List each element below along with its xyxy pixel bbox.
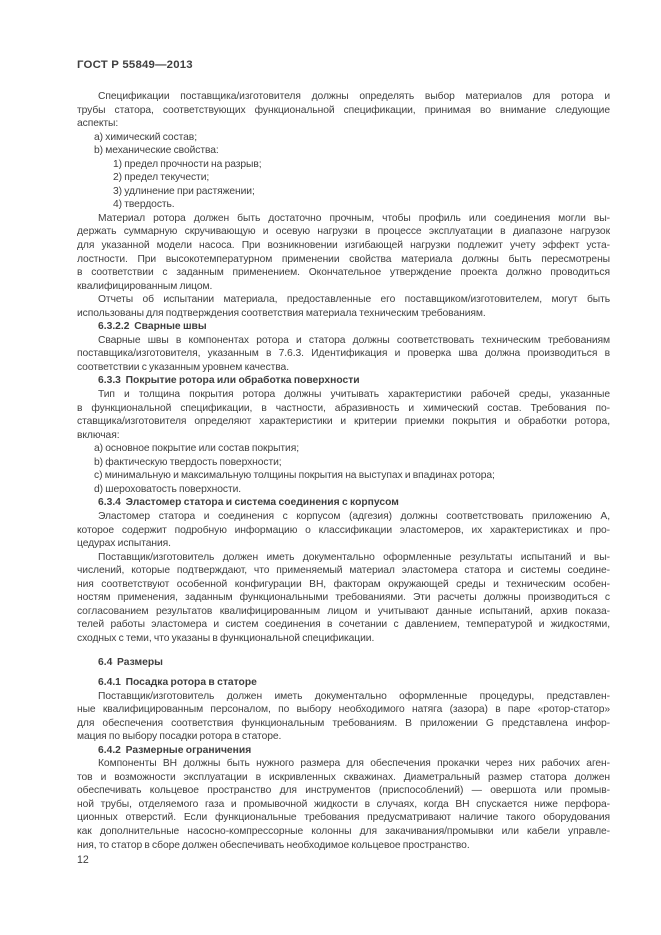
text-line: 6.3.2.2 Сварные швы bbox=[98, 321, 207, 333]
text-line: 6.4.2 Размерные ограничения bbox=[98, 744, 252, 756]
text-line: тов и возможности эксплуатации в искривленных скважинах. Диаметральный размер статора должен bbox=[77, 771, 610, 783]
paragraph-coating bbox=[77, 388, 610, 442]
text-line: обеспечивать кольцевое пространство для инструментов (приспособлений) — овершота или промыв- bbox=[77, 785, 610, 797]
text-line: сходных с теми, что указаны в функциональной спецификации. bbox=[77, 632, 375, 644]
text-line: поставщика/изготовителя, указанным в 7.6.3. Идентификация и проверка шва должна производиться в bbox=[77, 348, 610, 360]
text-line: мация по выбору посадки ротора в статоре. bbox=[77, 731, 282, 743]
document-content bbox=[77, 58, 610, 868]
text-line: ные квалифицированным персоналом, по выбору необходимого натяга (зазора) в паре «ротор-статор» bbox=[77, 704, 610, 716]
text-line: включая: bbox=[77, 429, 120, 441]
text-line: Тип и толщина покрытия ротора должны учитывать характеристики рабочей среды, указанные bbox=[98, 389, 610, 401]
text-line: 6.3.4 Эластомер статора и система соединения с корпусом bbox=[98, 497, 399, 509]
text-line: 6.4 Размеры bbox=[98, 657, 163, 669]
text-line: Компоненты ВН должны быть нужного размера для обеспечения прокачки через них рабочих аген- bbox=[98, 758, 610, 770]
paragraph-rotor-material bbox=[77, 212, 610, 293]
text-line: Спецификации поставщика/изготовителя должны определять выбор материалов для ротора и bbox=[98, 91, 610, 102]
list-item-2-yield bbox=[77, 171, 610, 185]
text-line: аспекты: bbox=[77, 118, 119, 130]
text-line: ния, то статор в сборе должен обеспечивать необходимое кольцевое пространство. bbox=[77, 839, 470, 851]
list-item-b-mech bbox=[77, 144, 610, 158]
document-body bbox=[77, 90, 610, 852]
paragraph-rotor-fit bbox=[77, 690, 610, 744]
text-line: ния соответствуют особенной конфигурации ВН, факторам окружающей среды и техническим особен- bbox=[77, 578, 610, 590]
text-line: для обеспечения соответствия функциональным требованиям. В приложении G представлена инфор- bbox=[77, 717, 610, 729]
paragraph-size-limits bbox=[77, 757, 610, 852]
clause-heading-6-4 bbox=[77, 656, 610, 670]
text-line: числений, которые подтверждают, что применяемый материал эластомера статора и системы соедине- bbox=[77, 565, 610, 577]
text-line: которое содержит подробную информацию о классификации эластомеров, их характеристиках и про- bbox=[77, 524, 610, 536]
list-item-d-roughness bbox=[77, 483, 610, 497]
text-line: a) химический состав; bbox=[94, 131, 197, 143]
text-line: ной трубы, отделяемого газа и промывочной жидкости в случаях, когда ВН спускается ниже перфора- bbox=[77, 798, 610, 810]
text-line: согласованием результатов квалифицированным лицом и учитывают данные испытаний, архив показа- bbox=[77, 605, 610, 617]
list-item-b-hardness bbox=[77, 456, 610, 470]
text-line: ностям применения, заданным функциональными требованиями. Эти расчеты должны производиться с bbox=[77, 592, 610, 604]
text-line: 4) твердость. bbox=[113, 199, 175, 211]
text-line: лостности. При высокотемпературном применении свойства материала должны быть пересмотрены bbox=[77, 253, 610, 265]
text-line: в функциональной спецификации, в частности, абразивность и химический состав. Требования по- bbox=[77, 402, 610, 414]
text-line: d) шероховатость поверхности. bbox=[94, 483, 242, 495]
text-line: 1) предел прочности на разрыв; bbox=[113, 158, 262, 170]
list-item-a-coating bbox=[77, 442, 610, 456]
text-line: 6.3.3 Покрытие ротора или обработка поверхности bbox=[98, 375, 360, 387]
text-line: для указанной модели насоса. При возникновении изгибающей нагрузки подлежит учету эффект уста- bbox=[77, 240, 610, 252]
text-line: b) механические свойства: bbox=[94, 145, 219, 157]
document-header: ГОСТ Р 55849—2013 bbox=[77, 59, 193, 71]
text-line: Поставщик/изготовитель должен иметь документально оформленные процедуры, представлен- bbox=[98, 690, 610, 702]
text-line: цедурах испытания. bbox=[77, 538, 171, 550]
paragraph-elastomer-annex bbox=[77, 510, 610, 551]
paragraph-elastomer-tests bbox=[77, 551, 610, 646]
text-line: квалифицированным лицом. bbox=[77, 280, 213, 292]
text-line: a) основное покрытие или состав покрытия; bbox=[94, 443, 299, 455]
text-line: ционных отверстий. Если функциональные требования предусматривают наличие такого оборудования bbox=[77, 812, 610, 824]
list-item-4-hardness bbox=[77, 198, 610, 212]
text-line: c) минимальную и максимальную толщины покрытия на выступах и впадинах ротора; bbox=[94, 470, 495, 482]
text-line: использованы для подтверждения соответствия материала техническим требованиям. bbox=[77, 307, 486, 319]
clause-heading-6-3-2-2 bbox=[77, 320, 610, 334]
clause-heading-6-3-3 bbox=[77, 374, 610, 388]
text-line: в соответствии с заданным применением. Окончательное утверждение проекта должно проводиться bbox=[77, 267, 610, 279]
page-number: 12 bbox=[77, 854, 89, 867]
text-line: держать суммарную скручивающую и осевую нагрузки в процессе эксплуатации в диапазоне нагрузок bbox=[77, 226, 610, 238]
list-item-3-elongation bbox=[77, 185, 610, 199]
text-line: как дополнительные насосно-компрессорные колонны для закачивания/промывки или кабели управле- bbox=[77, 825, 610, 837]
text-line: 6.4.1 Посадка ротора в статоре bbox=[98, 676, 257, 688]
text-line: Поставщик/изготовитель должен иметь документально оформленные результаты испытаний и вы- bbox=[98, 551, 610, 563]
text-line: Сварные швы в компонентах ротора и статора должны соответствовать техническим требованиям bbox=[98, 334, 610, 346]
clause-heading-6-4-2 bbox=[77, 744, 610, 758]
text-line: телей работы эластомера и систем соединения в сочетании с давлением, температурой и жидкостями, bbox=[77, 619, 610, 631]
text-line: Материал ротора должен быть достаточно прочным, чтобы профиль или соединения могли вы- bbox=[98, 212, 610, 224]
clause-heading-6-4-1 bbox=[77, 676, 610, 690]
text-line: Эластомер статора и соединения с корпусом (адгезия) должны соответствовать приложению А, bbox=[98, 510, 610, 522]
paragraph-welds bbox=[77, 334, 610, 375]
paragraph-materials-intro bbox=[77, 90, 610, 131]
text-line: Отчеты об испытании материала, предоставленные его поставщиком/изготовителем, могут быть bbox=[98, 294, 610, 306]
text-line: b) фактическую твердость поверхности; bbox=[94, 456, 282, 468]
list-item-1-strength bbox=[77, 158, 610, 172]
list-item-a-chem bbox=[77, 131, 610, 145]
text-line: соответствии с указанным уровнем качества. bbox=[77, 361, 289, 373]
text-line: трубы статора, соответствующих функциональной спецификации, принимая во внимание следующие bbox=[77, 104, 610, 116]
text-line: 2) предел текучести; bbox=[113, 172, 210, 184]
text-line: ставщика/изготовителя определяют характеристики и критерии приемки покрытия и обработки ротора, bbox=[77, 416, 610, 428]
list-item-c-thickness bbox=[77, 469, 610, 483]
text-line: 3) удлинение при растяжении; bbox=[113, 185, 255, 197]
paragraph-test-reports bbox=[77, 293, 610, 320]
clause-heading-6-3-4 bbox=[77, 496, 610, 510]
